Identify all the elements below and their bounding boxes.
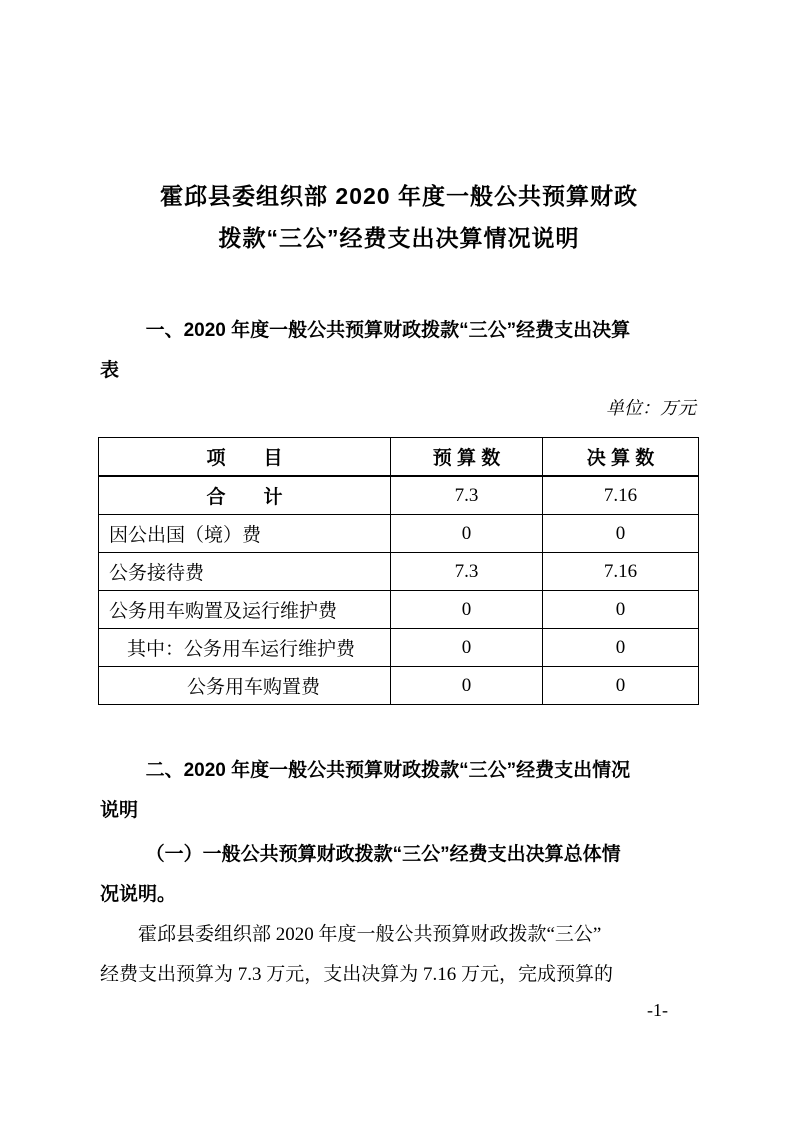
row-final-value: 0 [543, 667, 699, 705]
table-row [99, 553, 699, 591]
section-2-heading-line2: 说明 [100, 800, 139, 821]
column-header-final: 决 算 数 [543, 438, 699, 477]
table-row [99, 629, 699, 667]
section-1-heading [100, 311, 698, 391]
table-row [99, 476, 699, 515]
subsection-1-heading [100, 835, 698, 915]
document-title-line2: 拨款“三公”经费支出决算情况说明 [218, 225, 580, 251]
table-row [99, 591, 699, 629]
document-title [100, 175, 698, 259]
page-number: -1- [647, 1000, 668, 1020]
row-final-value: 0 [543, 629, 699, 667]
subsection-1-heading-line2: 况说明。 [100, 884, 177, 905]
document-title-line1: 霍邱县委组织部 2020 年度一般公共预算财政 [160, 183, 638, 209]
row-budget-value: 0 [391, 591, 543, 629]
row-budget-value: 0 [391, 667, 543, 705]
row-final-value: 7.16 [543, 553, 699, 591]
row-item-label: 其中：公务用车运行维护费 [99, 629, 391, 667]
column-header-item: 项 目 [99, 438, 391, 477]
table-row [99, 667, 699, 705]
row-final-value: 0 [543, 591, 699, 629]
budget-table [98, 437, 699, 705]
row-final-value: 0 [543, 515, 699, 553]
section-1-heading-line1: 一、2020 年度一般公共预算财政拨款“三公”经费支出决算 [145, 320, 631, 341]
section-2-heading [100, 751, 698, 831]
table-header-row [99, 438, 699, 477]
body-paragraph [100, 915, 698, 995]
section-2-heading-line1: 二、2020 年度一般公共预算财政拨款“三公”经费支出情况 [145, 760, 631, 781]
row-item-label: 因公出国（境）费 [99, 515, 391, 553]
body-paragraph-line2: 经费支出预算为 7.3 万元，支出决算为 7.16 万元，完成预算的 [100, 964, 614, 985]
row-item-label: 公务接待费 [99, 553, 391, 591]
row-budget-value: 7.3 [391, 553, 543, 591]
row-final-value: 7.16 [543, 476, 699, 515]
subsection-1-heading-line1: （一）一般公共预算财政拨款“三公”经费支出决算总体情 [145, 844, 621, 865]
section-1-heading-line2: 表 [100, 360, 120, 381]
column-header-budget: 预 算 数 [391, 438, 543, 477]
unit-label: 单位：万元 [606, 398, 696, 418]
row-budget-value: 0 [391, 515, 543, 553]
row-item-label: 公务用车购置费 [99, 667, 391, 705]
row-item-label: 公务用车购置及运行维护费 [99, 591, 391, 629]
body-paragraph-line1: 霍邱县委组织部 2020 年度一般公共预算财政拨款“三公” [138, 924, 602, 945]
row-budget-value: 7.3 [391, 476, 543, 515]
table-row [99, 515, 699, 553]
row-budget-value: 0 [391, 629, 543, 667]
row-item-label: 合 计 [99, 476, 391, 515]
